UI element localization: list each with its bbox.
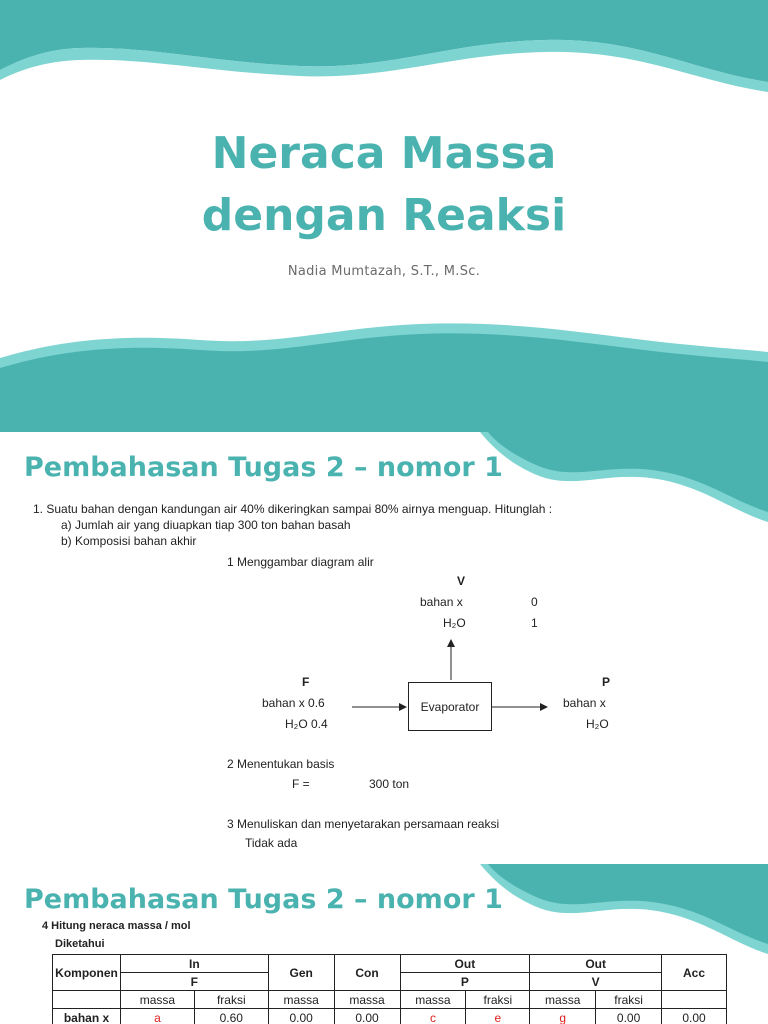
stream-v-label: V: [457, 574, 466, 588]
cell-gen: 0.00: [268, 1009, 334, 1024]
cell-in-massa: a: [120, 1009, 194, 1024]
header-massa: massa: [120, 991, 194, 1009]
cell-v-fraksi: 0.00: [596, 1009, 662, 1024]
header-stream-f: F: [120, 973, 268, 991]
stream-v-h2o-value: 1: [531, 616, 538, 630]
table-row: [53, 1009, 727, 1024]
header-massa: massa: [334, 991, 400, 1009]
header-komponen: Komponen: [53, 955, 121, 991]
content-slide-1: [0, 432, 768, 864]
title-slide: [0, 0, 768, 432]
presentation-title-line2: dengan Reaksi: [201, 190, 567, 241]
cell-con: 0.00: [334, 1009, 400, 1024]
stream-p-h2o: H₂O: [586, 717, 609, 731]
evaporator-label: Evaporator: [420, 699, 480, 714]
table-header-row: [53, 955, 727, 973]
cell-acc: 0.00: [662, 1009, 727, 1024]
header-acc: Acc: [662, 955, 727, 991]
step-4-label: 4 Hitung neraca massa / mol: [42, 920, 191, 932]
problem-statement: 1. Suatu bahan dengan kandungan air 40% dikeringkan sampai 80% airnya menguap. Hitunglah :: [33, 502, 553, 516]
header-massa: massa: [530, 991, 596, 1009]
cell-v-massa: g: [530, 1009, 596, 1024]
author-name: Nadia Mumtazah, S.T., M.Sc.: [287, 264, 481, 279]
content-slide-2: [0, 864, 768, 1024]
table-cell: [53, 991, 121, 1009]
corner-wave-decoration: [480, 432, 768, 532]
problem-part-b: b) Komposisi bahan akhir: [61, 534, 197, 548]
header-out-p: Out: [400, 955, 530, 973]
mass-balance-table: [52, 954, 727, 1024]
step-3-label: 3 Menuliskan dan menyetarakan persamaan reaksi: [227, 817, 500, 831]
header-stream-p: P: [400, 973, 530, 991]
table-subheader-row: [53, 991, 727, 1009]
header-massa: massa: [268, 991, 334, 1009]
header-fraksi: fraksi: [466, 991, 530, 1009]
cell-p-fraksi: e: [466, 1009, 530, 1024]
cell-p-massa: c: [400, 1009, 466, 1024]
slide-title: Pembahasan Tugas 2 – nomor 1: [24, 884, 503, 915]
row-component-name: bahan x: [53, 1009, 121, 1024]
stream-f-h2o: H₂O 0.4: [285, 717, 328, 731]
step-2-label: 2 Menentukan basis: [227, 757, 335, 771]
header-out-v: Out: [530, 955, 662, 973]
bottom-wave-decoration: [0, 310, 768, 432]
basis-label: F =: [292, 777, 310, 791]
header-gen: Gen: [268, 955, 334, 991]
diketahui-label: Diketahui: [55, 938, 105, 950]
cell-in-fraksi: 0.60: [194, 1009, 268, 1024]
header-con: Con: [334, 955, 400, 991]
stream-p-bahan: bahan x: [563, 696, 606, 710]
step-3-answer: Tidak ada: [245, 836, 298, 850]
header-in: In: [120, 955, 268, 973]
basis-value: 300 ton: [369, 777, 410, 791]
top-wave-decoration: [0, 0, 768, 110]
stream-f-bahan: bahan x 0.6: [262, 696, 325, 710]
evaporator-unit: [408, 682, 492, 731]
problem-part-a: a) Jumlah air yang diuapkan tiap 300 ton bahan basah: [61, 518, 351, 532]
header-stream-v: V: [530, 973, 662, 991]
stream-v-bahan-value: 0: [531, 595, 538, 609]
stream-v-bahan: bahan x: [420, 595, 463, 609]
stream-p-label: P: [602, 675, 611, 689]
stream-f-label: F: [302, 675, 310, 689]
header-fraksi: fraksi: [596, 991, 662, 1009]
corner-wave-decoration: [480, 864, 768, 964]
slide-title: Pembahasan Tugas 2 – nomor 1: [24, 452, 503, 483]
step-1-label: 1 Menggambar diagram alir: [227, 555, 374, 569]
header-fraksi: fraksi: [194, 991, 268, 1009]
stream-v-h2o: H₂O: [443, 616, 466, 630]
presentation-title-line1: Neraca Massa: [211, 128, 557, 179]
table-cell: [662, 991, 727, 1009]
header-massa: massa: [400, 991, 466, 1009]
